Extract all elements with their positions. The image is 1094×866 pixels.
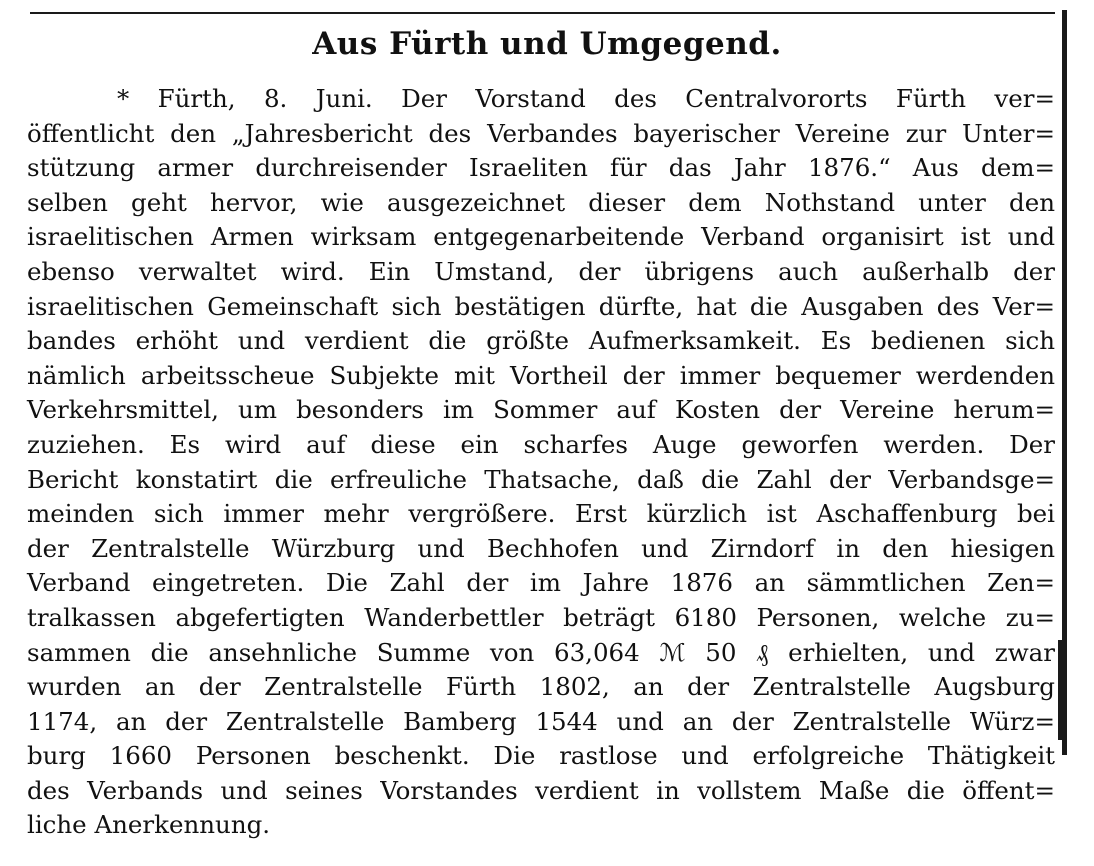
article-line: tralkassen abgefertigten Wanderbettler beträgt 6180 Personen, welche zu= xyxy=(27,602,1055,632)
article-line: sammen die ansehnliche Summe von 63,064 ℳ 50 ₰ erhielten, und zwar xyxy=(27,637,1055,667)
article-line: israelitischen Gemeinschaft sich bestätigen dürfte, hat die Ausgaben des Ver= xyxy=(27,291,1055,321)
article-line: selben geht hervor, wie ausgezeichnet dieser dem Nothstand unter den xyxy=(27,187,1055,217)
article-headline: Aus Fürth und Umgegend. xyxy=(312,26,782,62)
article-line: liche Anerkennung. xyxy=(27,810,271,840)
article-line: Verkehrsmittel, um besonders im Sommer auf Kosten der Vereine herum= xyxy=(27,395,1055,425)
article-line: der Zentralstelle Würzburg und Bechhofen und Zirndorf in den hiesigen xyxy=(27,533,1055,563)
article-line: ebenso verwaltet wird. Ein Umstand, der übrigens auch außerhalb der xyxy=(27,256,1055,286)
article-line: burg 1660 Personen beschenkt. Die rastlose und erfolgreiche Thätigkeit xyxy=(27,741,1055,771)
top-rule xyxy=(30,12,1055,14)
article-line: 1174, an der Zentralstelle Bamberg 1544 und an der Zentralstelle Würz= xyxy=(27,706,1055,736)
article-line: zuziehen. Es wird auf diese ein scharfes Auge geworfen werden. Der xyxy=(27,429,1055,459)
article-line: bandes erhöht und verdient die größte Aufmerksamkeit. Es bedienen sich xyxy=(27,326,1055,356)
article-line: * Fürth, 8. Juni. Der Vorstand des Centralvororts Fürth ver= xyxy=(117,84,1055,113)
article-line: öffentlicht den „Jahresbericht des Verbandes bayerischer Vereine zur Unter= xyxy=(27,118,1055,148)
article-line: Verband eingetreten. Die Zahl der im Jahre 1876 an sämmtlichen Zen= xyxy=(27,568,1055,598)
article-line: Bericht konstatirt die erfreuliche Thatsache, daß die Zahl der Verbandsge= xyxy=(27,464,1055,494)
article-line: des Verbands und seines Vorstandes verdient in vollstem Maße die öffent= xyxy=(27,775,1055,805)
article-line: wurden an der Zentralstelle Fürth 1802, an der Zentralstelle Augsburg xyxy=(27,672,1055,702)
article-line: israelitischen Armen wirksam entgegenarbeitende Verband organisirt ist und xyxy=(27,222,1055,252)
column-rule-thick xyxy=(1058,640,1064,740)
article-line: stützung armer durchreisender Israeliten für das Jahr 1876.“ Aus dem= xyxy=(27,153,1055,183)
article-line: nämlich arbeitsscheue Subjekte mit Vortheil der immer bequemer werdenden xyxy=(27,360,1055,390)
article-line: meinden sich immer mehr vergrößere. Erst kürzlich ist Aschaffenburg bei xyxy=(27,499,1055,529)
article-body xyxy=(27,82,1055,843)
